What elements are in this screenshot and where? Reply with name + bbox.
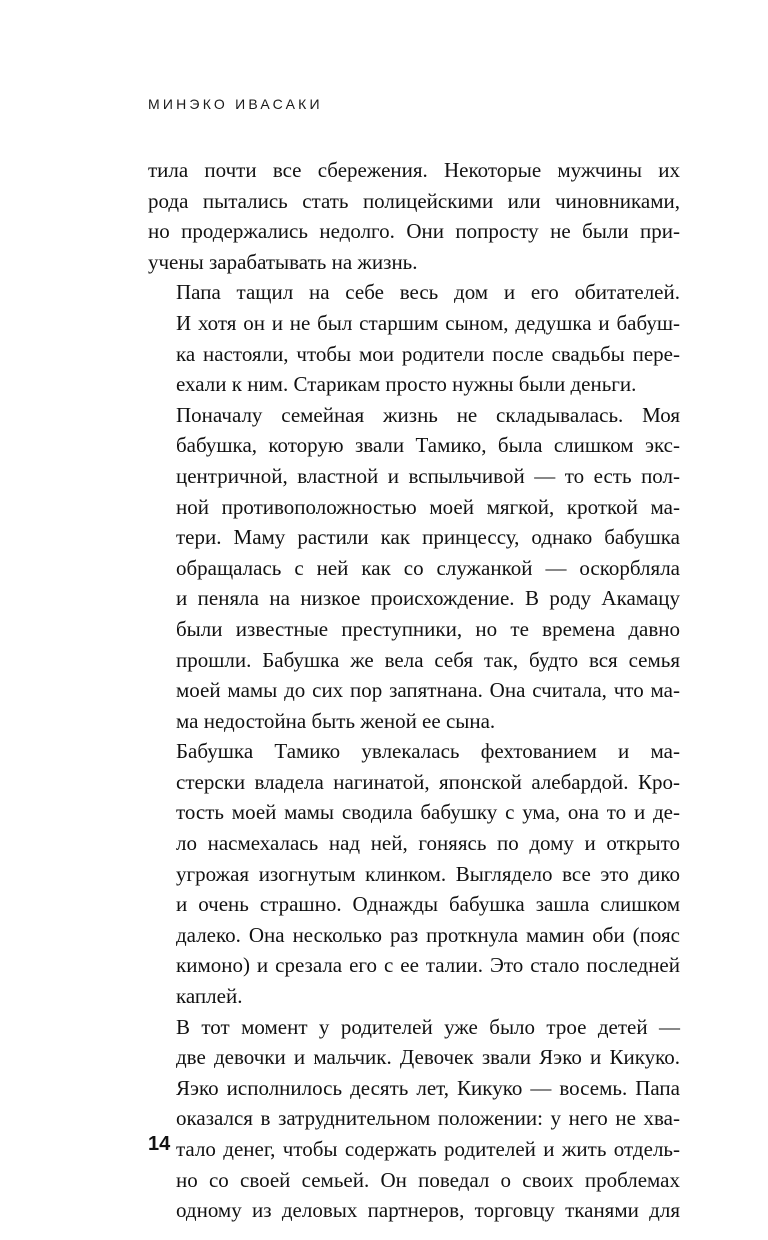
text-line: Яэко исполнилось десять лет, Кикуко — восемь. Папа [176, 1075, 680, 1100]
paragraph-4 [148, 736, 680, 1011]
paragraph-5 [148, 1012, 680, 1226]
text-line: прошли. Бабушка же вела себя так, будто вся семья [176, 647, 680, 672]
text-line: тало денег, чтобы содержать родителей и жить отдель- [176, 1137, 680, 1161]
text-line: бабушка, которую звали Тамико, была слишком экс- [176, 433, 680, 458]
text-line: рода пытались стать полицейскими или чиновниками, [148, 188, 680, 213]
text-line: ма недостойна быть женой ее сына. [176, 708, 496, 733]
text-line: центричной, властной и вспыльчивой — то есть пол- [176, 463, 680, 488]
text-line: учены зарабатывать на жизнь. [148, 249, 418, 274]
text-line: оказался в затруднительном положении: у него не хва- [176, 1106, 680, 1131]
text-line: но продержались недолго. Они попросту не были при- [148, 219, 680, 244]
text-line: ка настояли, чтобы мои родители после свадьбы пере- [176, 341, 680, 366]
text-line: Поначалу семейная жизнь не складывалась. Моя [176, 402, 680, 427]
text-line: кимоно) и срезала его с ее талии. Это стало последней [176, 953, 680, 978]
body-text [148, 155, 680, 1226]
text-line: тери. Маму растили как принцессу, однако бабушка [176, 525, 680, 550]
paragraph-1 [148, 155, 680, 277]
text-line: но со своей семьей. Он поведал о своих проблемах [176, 1167, 680, 1192]
text-line: обращалась с ней как со служанкой — оскорбляла [176, 555, 680, 580]
text-line: Папа тащил на себе весь дом и его обитателей. [176, 280, 680, 305]
text-line: две девочки и мальчик. Девочек звали Яэко и Кикуко. [176, 1045, 680, 1070]
text-line: тила почти все сбережения. Некоторые мужчины их [148, 158, 680, 182]
running-head: МИНЭКО ИВАСАКИ [148, 96, 323, 112]
page-number: 14 [148, 1133, 171, 1155]
text-line: стерски владела нагинатой, японской алебардой. Кро- [176, 769, 680, 794]
text-line: ехали к ним. Старикам просто нужны были деньги. [176, 372, 637, 397]
text-line: тость моей мамы сводила бабушку с ума, она то и де- [176, 800, 680, 825]
text-line: ло насмехалась над ней, гоняясь по дому и открыто [176, 831, 680, 856]
text-line: В тот момент у родителей уже было трое детей — [176, 1014, 680, 1039]
text-line: были известные преступники, но те времена давно [176, 616, 680, 641]
text-line: далеко. Она несколько раз проткнула мамин оби (пояс [176, 922, 680, 947]
text-line: одному из деловых партнеров, торговцу тканями для [176, 1198, 680, 1223]
text-line: ной противоположностью моей мягкой, кроткой ма- [176, 494, 680, 519]
text-line: И хотя он и не был старшим сыном, дедушка и бабуш- [176, 310, 680, 335]
text-line: моей мамы до сих пор запятнана. Она считала, что ма- [176, 678, 680, 703]
text-line: каплей. [176, 984, 243, 1009]
text-line: и очень страшно. Однажды бабушка зашла слишком [176, 892, 680, 917]
paragraph-2 [148, 277, 680, 399]
text-line: угрожая изогнутым клинком. Выглядело все это дико [176, 861, 680, 886]
text-line: Бабушка Тамико увлекалась фехтованием и ма- [176, 739, 680, 764]
text-line: и пеняла на низкое происхождение. В роду Акамацу [176, 586, 680, 611]
paragraph-3 [148, 400, 680, 737]
